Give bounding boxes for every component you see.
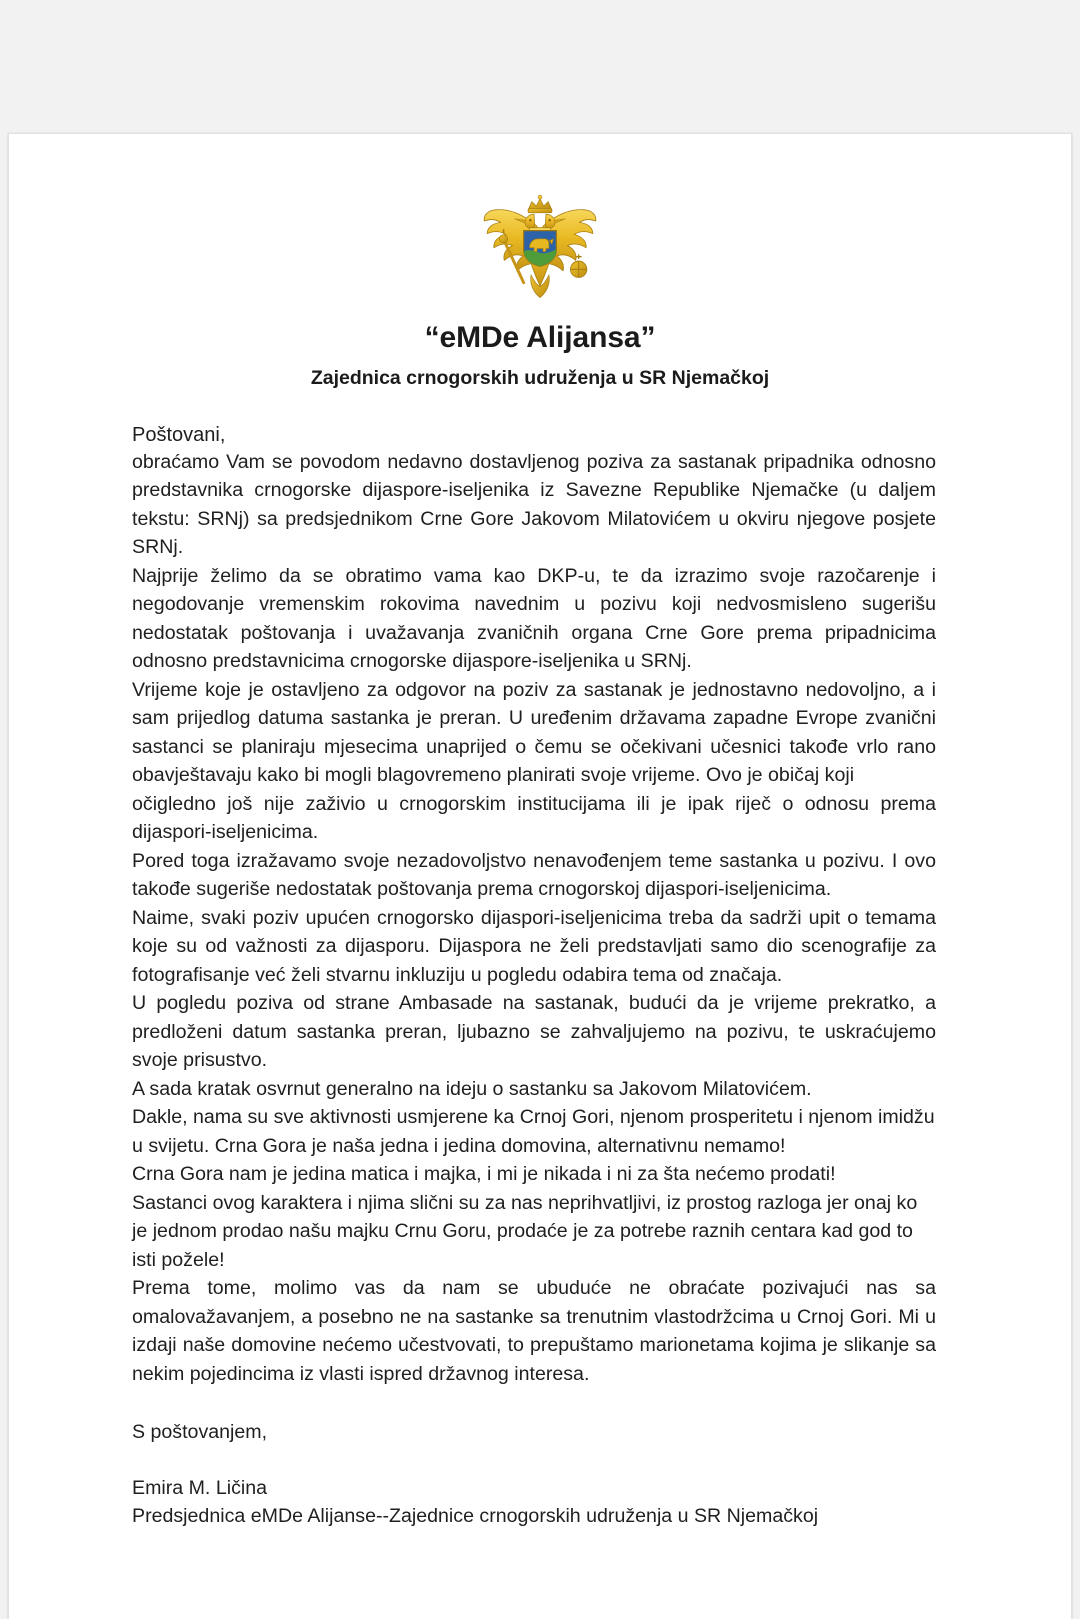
montenegro-coat-of-arms-icon <box>465 192 615 302</box>
paragraph-4: očigledno još nije zaživio u crnogorskim institucijama ili je ipak riječ o odnosu prema dijaspori-iseljenicima. <box>132 792 936 844</box>
page-content <box>9 134 1071 1619</box>
paragraph-2: Najprije želimo da se obratimo vama kao DKP-u, te da izrazimo svoje razočarenje i negodovanje vremenskim rokovima navednim u pozivu koji nedvosmisleno sugerišu nedostatak poštovanja i uvažavanja zvaničnih organa Crne Gore prema pripadnicima odnosno predstavnicima crnogorske dijaspore-iseljenika u SRNj. <box>132 564 936 673</box>
signer-name: Emira M. Ličina <box>132 1476 268 1499</box>
paragraph-8: A sada kratak osvrnut generalno na ideju o sastanku sa Jakovom Milatovićem. <box>132 1077 812 1100</box>
sign-off: S poštovanjem, <box>132 1421 268 1444</box>
crest-container <box>9 134 1071 307</box>
signature-block <box>132 1474 936 1531</box>
salutation: Poštovani, <box>132 423 226 446</box>
letter-body <box>9 422 1071 1531</box>
organization-subtitle: Zajednica crnogorskih udruženja u SR Njemačkoj <box>310 366 770 389</box>
organization-title: “eMDe Alijansa” <box>424 321 656 354</box>
signer-role: Predsjednica eMDe Alijanse--Zajednice crnogorskih udruženja u SR Njemačkoj <box>132 1505 819 1528</box>
paragraph-10: Crna Gora nam je jedina matica i majka, i mi je nikada i ni za šta nećemo prodati! <box>132 1163 836 1186</box>
paragraph-7: U pogledu poziva od strane Ambasade na sastanak, budući da je vrijeme prekratko, a predloženi datum sastanka preran, ljubazno se zahvaljujemo na pozivu, te uskraćujemo svoje prisustvo. <box>132 992 936 1072</box>
document-page <box>8 133 1072 1619</box>
paragraph-6: Naime, svaki poziv upućen crnogorsko dijaspori-iseljenicima treba da sadrži upit o temama koje su od važnosti za dijasporu. Dijaspora ne želi predstavljati samo dio scenografije za fotografisanje već želi stvarnu inkluziju u pogledu odabira tema od značaja. <box>132 906 936 986</box>
paragraph-9: Dakle, nama su sve aktivnosti usmjerene ka Crnoj Gori, njenom prosperitetu i njenom imidžu u svijetu. Crna Gora je naša jedna i jedina domovina, alternativnu nemamo! <box>132 1106 935 1157</box>
paragraph-11: Sastanci ovog karaktera i njima slični su za nas neprihvatljivi, iz prostog razloga jer onaj ko je jednom prodao našu majku Crnu Goru, prodaće je za potrebe raznih centara kad god to isti požele! <box>132 1191 918 1271</box>
paragraph-5: Pored toga izražavamo svoje nezadovoljstvo nenavođenjem teme sastanka u pozivu. I ovo takođe sugeriše nedostatak poštovanja prema crnogorskoj dijaspori-iseljenicima. <box>132 849 936 901</box>
paragraph-12: Prema tome, molimo vas da nam se ubuduće ne obraćate pozivajući nas sa omalovažavanjem, a posebno ne na sastanke sa trenutnim vlastodržcima u Crnoj Gori. Mi u izdaji naše domovine nećemo učestvovati, to prepuštamo marionetama kojima je slikanje sa nekim pojedincima iz vlasti ispred državnog interesa. <box>132 1277 936 1385</box>
paragraph-1: obraćamo Vam se povodom nedavno dostavljenog poziva za sastanak pripadnika odnosno predstavnika crnogorske dijaspore-iseljenika iz Savezne Republike Njemačke (u daljem tekstu: SRNj) sa predsjednikom Crne Gore Jakovom Milatovićem u okviru njegove posjete SRNj. <box>132 450 936 559</box>
paragraph-3: Vrijeme koje je ostavljeno za odgovor na poziv za sastanak je jednostavno nedovoljno, a i sam prijedlog datuma sastanka je preran. U uređenim državama zapadne Evrope zvanični sastanci se planiraju mjesecima unaprijed o čemu se očekivani učesnici takođe vrlo rano obavještavaju kako bi mogli blagovremeno planirati svoje vrijeme. Ovo je običaj koji <box>132 678 936 787</box>
